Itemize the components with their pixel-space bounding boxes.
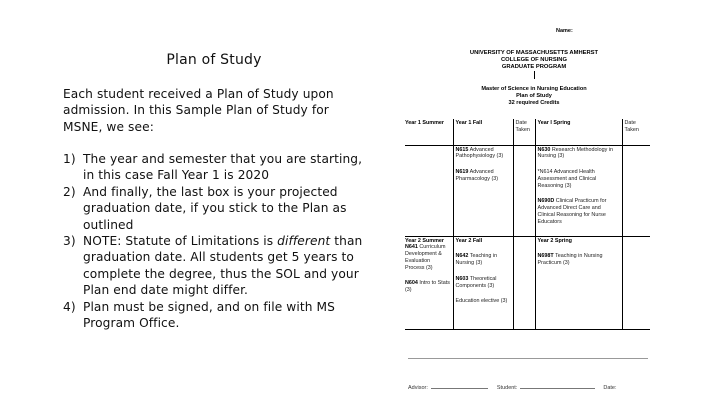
course-item <box>538 198 620 225</box>
list-item <box>63 184 363 233</box>
year2-summer-header: Year 2 Summer <box>405 237 444 244</box>
degree-name: Master of Science in Nursing Education <box>481 86 587 92</box>
course-title: Clinical Practicum for Advanced Direct Care and Clinical Reasoning for Nurse Educators <box>537 198 607 225</box>
course-code: N604 <box>405 280 418 287</box>
course-code: N698T <box>537 253 554 260</box>
note-text-rest: than graduation date. All students get 5 years to complete the degree, thus the SOL and your Plan end date might differ. <box>83 234 363 298</box>
course-title: Research Methodology in Nursing (3) <box>537 146 614 160</box>
table-row-year1 <box>405 145 650 236</box>
header-date-taken: Date Taken <box>513 119 535 145</box>
course-code: N641 <box>405 244 418 251</box>
course-item <box>405 280 451 294</box>
table-header-row <box>405 119 650 145</box>
list-text: And finally, the last box is your projected graduation date, if you stick to the Plan as outlined <box>83 184 347 232</box>
list-item <box>63 233 363 299</box>
cell-year2-spring <box>535 236 622 329</box>
advisor-signature-field[interactable] <box>431 384 488 389</box>
course-item <box>456 298 511 305</box>
course-item <box>538 253 620 267</box>
list-number: 3) <box>63 234 76 249</box>
divider <box>534 71 535 79</box>
credits-required: 32 required Credits <box>508 100 560 107</box>
list-item <box>63 299 363 332</box>
course-item <box>456 169 511 183</box>
course-title: Advanced Pathophysiology (3) <box>455 146 504 160</box>
cell-year1-summer <box>405 145 453 236</box>
note-text: NOTE: Statute of Limitations is <box>83 234 278 249</box>
list-text: Plan must be signed, and on file with MS Program Office. <box>83 299 335 331</box>
student-label: Student: <box>496 385 518 391</box>
plan-of-study-table <box>405 119 650 330</box>
course-code: *N614 <box>537 169 553 176</box>
course-title: Teaching in Nursing (3) <box>455 253 498 267</box>
slide-title: Plan of Study <box>166 52 262 68</box>
course-title: Intro to Stats (3) <box>405 280 450 294</box>
year2-fall-header: Year 2 Fall <box>455 237 483 244</box>
list-text: The year and semester that you are starting, in this case Fall Year 1 is 2020 <box>83 152 363 183</box>
course-code: N615 <box>455 146 469 153</box>
course-title: Advanced Health Assessment and Clinical Reasoning (3) <box>537 169 597 189</box>
course-title: Education elective (3) <box>455 298 508 305</box>
course-title: Theoretical Components (3) <box>455 275 497 289</box>
course-code: N619 <box>455 169 469 176</box>
header-year1-summer: Year 1 Summer <box>405 119 453 145</box>
course-item <box>538 169 620 189</box>
course-code: N642 <box>455 253 469 260</box>
program-name: GRADUATE PROGRAM <box>501 64 567 70</box>
cell-date-taken <box>622 236 650 329</box>
course-title: Advanced Pharmacology (3) <box>455 169 499 182</box>
course-title: Teaching in Nursing Practicum (3) <box>537 253 603 267</box>
doc-title: Plan of Study <box>516 93 552 100</box>
points-list <box>63 151 363 331</box>
course-code: N603 <box>455 275 469 282</box>
cell-date-taken <box>513 236 535 329</box>
emphasis-text: different <box>277 234 331 249</box>
course-item <box>456 253 511 267</box>
list-number: 4) <box>63 299 76 314</box>
year2-spring-header: Year 2 Spring <box>537 237 572 244</box>
date-label: Date: <box>603 385 617 391</box>
course-title: Curriculum Development & Evaluation Process (3) <box>405 244 446 271</box>
course-item <box>538 147 620 161</box>
course-item <box>456 147 511 161</box>
list-item <box>63 151 363 184</box>
signature-divider <box>408 358 648 359</box>
header-date-taken: Date Taken <box>622 119 650 145</box>
document-header <box>400 50 668 79</box>
course-item <box>405 244 451 271</box>
student-signature-field[interactable] <box>520 384 595 389</box>
cell-year1-fall <box>453 145 513 236</box>
university-name: UNIVERSITY OF MASSACHUSETTS AMHERST <box>469 50 599 56</box>
course-item <box>456 276 511 290</box>
list-number: 1) <box>63 152 76 166</box>
course-code: N630 <box>537 146 551 153</box>
list-number: 2) <box>63 184 76 199</box>
table-row-year2 <box>405 236 650 329</box>
name-label: Name: <box>556 28 573 34</box>
header-year1-fall: Year 1 Fall <box>453 119 513 145</box>
cell-year2-summer <box>405 236 453 329</box>
cell-year1-spring <box>535 145 622 236</box>
cell-year2-fall <box>453 236 513 329</box>
advisor-label: Advisor: <box>408 385 428 391</box>
document-subheader <box>400 86 668 108</box>
cell-date-taken <box>622 145 650 236</box>
signature-row <box>408 384 617 391</box>
cell-date-taken <box>513 145 535 236</box>
college-name: COLLEGE OF NURSING <box>500 57 568 63</box>
course-code: N690D <box>537 198 555 205</box>
intro-paragraph: Each student received a Plan of Study upon admission. In this Sample Plan of Study for MSNE, we see: <box>63 87 334 134</box>
header-year1-spring: Year I Spring <box>535 119 622 145</box>
list-text <box>83 233 363 299</box>
